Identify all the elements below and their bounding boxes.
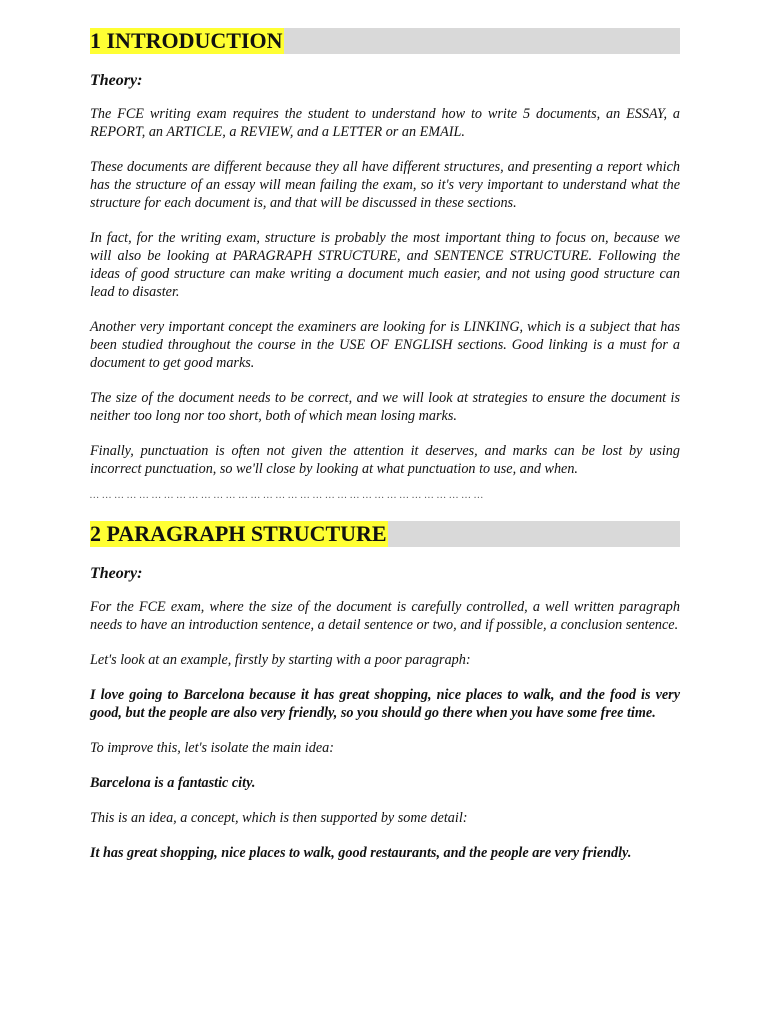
example-paragraph: I love going to Barcelona because it has great shopping, nice places to walk, and the food is very good, but the people are also very friendly, so you should go there when you have some free time.	[90, 687, 680, 721]
paragraph: The FCE writing exam requires the student to understand how to write 5 documents, an ESSAY, a REPORT, an ARTICLE, a REVIEW, and a LETTER or an EMAIL.	[90, 106, 680, 140]
theory-label: Theory:	[90, 72, 143, 89]
document-page	[90, 28, 680, 879]
theory-label: Theory:	[90, 565, 143, 582]
paragraph: To improve this, let's isolate the main idea:	[90, 740, 334, 756]
section-heading-bar	[90, 28, 680, 54]
section-title-paragraph-structure: 2 PARAGRAPH STRUCTURE	[90, 521, 387, 546]
paragraph: For the FCE exam, where the size of the document is carefully controlled, a well written paragraph needs to have an introduction sentence, a detail sentence or two, and if possible, a conclusion sentence.	[90, 599, 680, 633]
paragraph: Let's look at an example, firstly by starting with a poor paragraph:	[90, 652, 471, 668]
paragraph: The size of the document needs to be correct, and we will look at strategies to ensure the document is neither too long nor too short, both of which mean losing marks.	[90, 390, 680, 424]
section-title-introduction: 1 INTRODUCTION	[90, 28, 283, 53]
section-heading-bar	[90, 521, 680, 547]
section-separator: … … … … … … … … … … … … … … … … … … … … … … … … … … … … … … … …	[90, 490, 484, 501]
paragraph: These documents are different because they all have different structures, and presenting a report which has the structure of an essay will mean failing the exam, so it's very important to understand what the structure for each document is, and that will be discussed in these sections.	[90, 159, 680, 211]
paragraph: Another very important concept the examiners are looking for is LINKING, which is a subject that has been studied throughout the course in the USE OF ENGLISH sections. Good linking is a must for a document to get good marks.	[90, 319, 680, 371]
paragraph: In fact, for the writing exam, structure is probably the most important thing to focus on, because we will also be looking at PARAGRAPH STRUCTURE, and SENTENCE STRUCTURE. Following the ideas of good structure can make writing a document much easier, and not using good structure can lead to disaster.	[90, 230, 680, 300]
example-sentence: Barcelona is a fantastic city.	[90, 775, 256, 791]
example-sentence: It has great shopping, nice places to walk, good restaurants, and the people are very friendly.	[90, 845, 632, 861]
paragraph: This is an idea, a concept, which is then supported by some detail:	[90, 810, 468, 826]
paragraph: Finally, punctuation is often not given the attention it deserves, and marks can be lost by using incorrect punctuation, so we'll close by looking at what punctuation to use, and when.	[90, 443, 680, 477]
